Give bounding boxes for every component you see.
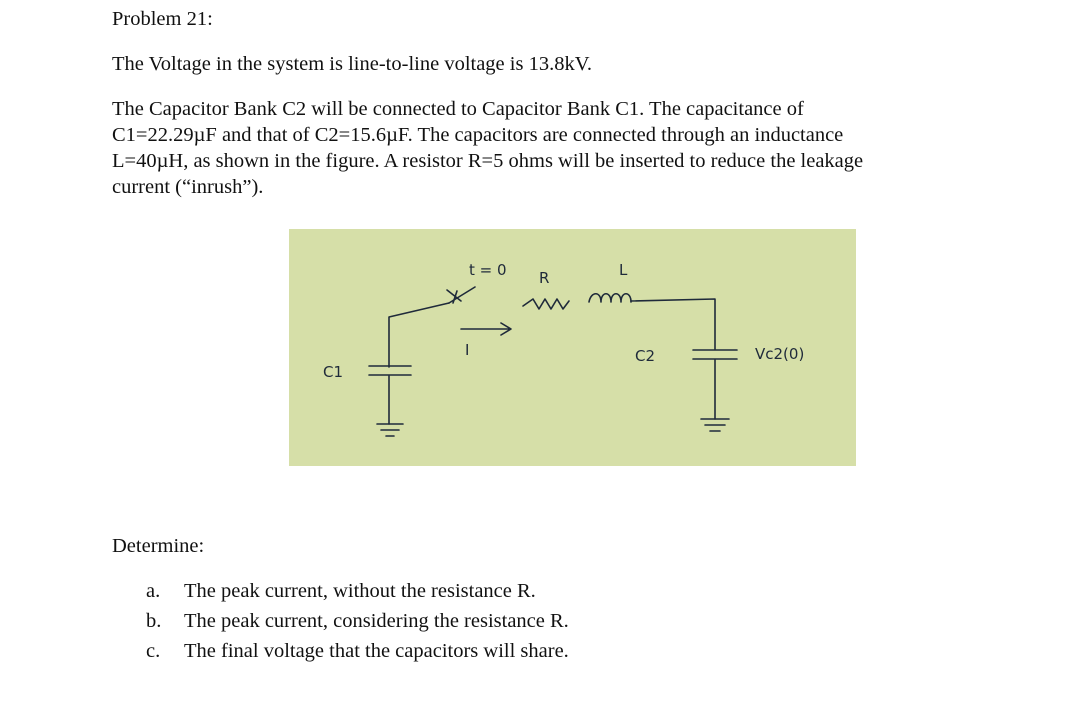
wire-c1-top (389, 303, 449, 367)
inductor-label: L (619, 261, 628, 279)
c1-label: C1 (323, 363, 344, 381)
description-line: L=40µH, as shown in the figure. A resistor R=5 ohms will be inserted to reduce the leakage (112, 150, 864, 172)
wire-top-right (631, 299, 715, 349)
determine-label: Determine: (112, 535, 205, 557)
question-list (146, 576, 569, 666)
question-text: The final voltage that the capacitors will share. (184, 640, 569, 662)
list-marker: a. (146, 580, 161, 602)
current-label: I (465, 341, 470, 359)
current-arrow (461, 323, 511, 335)
voltage-sentence: The Voltage in the system is line-to-line voltage is 13.8kV. (112, 53, 592, 75)
description-line: current (“inrush”). (112, 176, 264, 198)
list-item (146, 576, 569, 606)
c2-voltage-label: Vc2(0) (755, 345, 805, 363)
problem-heading: Problem 21: (112, 8, 213, 30)
list-item (146, 636, 569, 666)
description-line: The Capacitor Bank C2 will be connected to Capacitor Bank C1. The capacitance of (112, 98, 804, 120)
description-paragraph (112, 96, 992, 200)
c2-label: C2 (635, 347, 656, 365)
list-marker: c. (146, 640, 161, 662)
ground-c1 (377, 424, 403, 436)
switch-time-label: t = 0 (469, 261, 507, 279)
description-line: C1=22.29µF and that of C2=15.6µF. The capacitors are connected through an inductance (112, 124, 844, 146)
ground-c2 (701, 419, 729, 431)
question-text: The peak current, without the resistance R. (184, 580, 536, 602)
list-marker: b. (146, 610, 162, 632)
circuit-diagram (289, 229, 856, 466)
circuit-photo (289, 229, 856, 466)
resistor-symbol (523, 299, 569, 309)
question-text: The peak current, considering the resistance R. (184, 610, 569, 632)
inductor-symbol (589, 294, 631, 302)
list-item (146, 606, 569, 636)
resistor-label: R (539, 269, 550, 287)
